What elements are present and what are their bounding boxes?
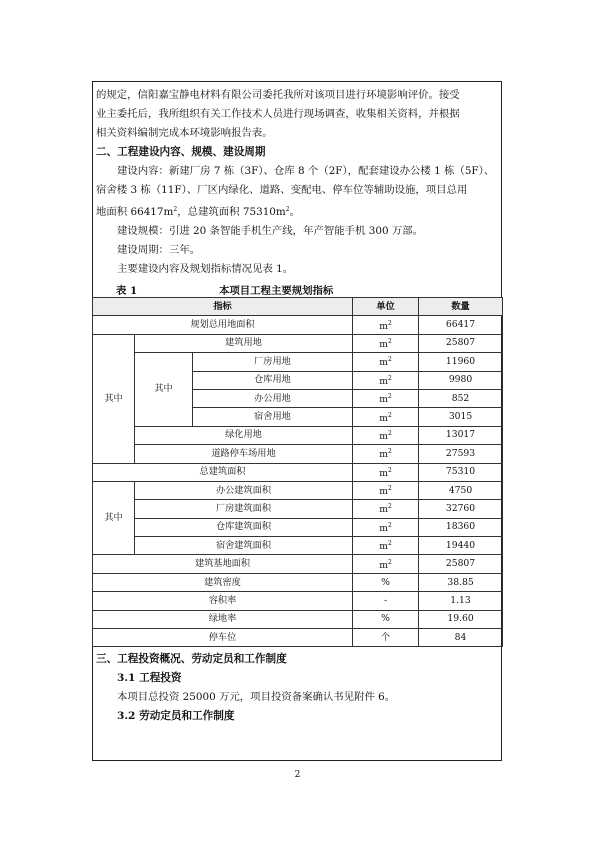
header-quantity: 数量 [419,298,503,316]
row-unit [353,481,419,499]
row-value: 9980 [419,371,503,389]
sub-label-land: 其中 [93,334,135,463]
intro-line-2: 业主委托后，我所组织有关工作技术人员进行现场调查，收集相关资料，并根据 [96,108,460,120]
unit-sup: 2 [387,558,392,566]
row-value: 38.85 [419,573,503,591]
construction-content-line-2: 宿舍楼 3 栋（11F）、厂区内绿化、道路、变配电、停车位等辅助设施，项目总用 [96,184,468,196]
row-label: 宿舍建筑面积 [135,537,353,555]
table-row [93,334,503,352]
row-unit [353,353,419,371]
row-value: 19440 [419,537,503,555]
table-row [93,555,503,573]
row-value: 1.13 [419,592,503,610]
header-unit: 单位 [353,298,419,316]
table-row [93,592,503,610]
table-reference-note: 主要建设内容及规划指标情况见表 1。 [117,263,294,275]
unit-sup: 2 [387,319,392,327]
row-label: 总建筑面积 [93,463,353,481]
unit-base: m [379,430,388,442]
row-unit: % [353,573,419,591]
unit-sup: 2 [387,411,392,419]
section-3-heading: 三、工程投资概况、劳动定员和工作制度 [96,653,287,666]
row-unit [353,500,419,518]
row-label: 道路停车场用地 [135,445,353,463]
table-row [93,445,503,463]
row-unit [353,445,419,463]
row-unit [353,463,419,481]
row-unit [353,334,419,352]
row-label: 仓库建筑面积 [135,518,353,536]
construction-content-line-1: 建设内容：新建厂房 7 栋（3F）、仓库 8 个（2F），配套建设办公楼 1 栋（5F）、 [117,165,495,177]
unit-sup: 2 [387,393,392,401]
row-unit [353,389,419,407]
row-label: 建筑基地面积 [93,555,353,573]
row-value: 66417 [419,316,503,334]
subsection-3-2-heading: 3.2 劳动定员和工作制度 [117,710,235,723]
sub-label-building-land: 其中 [135,353,193,427]
unit-sup: 2 [387,466,392,474]
row-label: 容积率 [93,592,353,610]
table-number: 表 1 [116,285,138,297]
row-unit: 个 [353,629,419,647]
row-label: 建筑密度 [93,573,353,591]
unit-sup: 2 [387,448,392,456]
unit-base: m [379,541,388,553]
area-text-2: ，总建筑面积 75310m [177,206,286,218]
superscript: 2 [285,206,290,213]
table-header-row [93,298,503,316]
subsection-3-1-heading: 3.1 工程投资 [117,672,182,685]
page-number: 2 [294,770,301,780]
planning-indicator-table [92,297,503,647]
row-label: 绿地率 [93,610,353,628]
row-value: 852 [419,389,503,407]
table-row [93,518,503,536]
row-value: 19.60 [419,610,503,628]
unit-sup: 2 [387,485,392,493]
unit-base: m [379,559,388,571]
sub-label-floor-area: 其中 [93,481,135,555]
row-value: 4750 [419,481,503,499]
construction-content-line-3 [92,200,502,222]
row-label: 厂房用地 [193,353,353,371]
table-row [93,610,503,628]
row-label: 建筑用地 [135,334,353,352]
row-value: 13017 [419,426,503,444]
table-row [93,629,503,647]
row-label: 办公建筑面积 [135,481,353,499]
unit-base: m [379,486,388,498]
row-value: 25807 [419,334,503,352]
row-unit [353,426,419,444]
area-text-1: 地面积 66417m [96,206,174,218]
row-label: 厂房建筑面积 [135,500,353,518]
unit-sup: 2 [387,521,392,529]
row-value: 75310 [419,463,503,481]
table-row [93,573,503,591]
construction-period: 建设周期：三年。 [117,244,201,256]
row-unit [353,537,419,555]
table-title: 本项目工程主要规划指标 [219,285,334,297]
header-indicator: 指标 [93,298,353,316]
row-value: 25807 [419,555,503,573]
row-value: 3015 [419,408,503,426]
intro-line-3: 相关资料编制完成本环境影响报告表。 [96,127,273,139]
unit-sup: 2 [387,356,392,364]
area-text-3: 。 [289,206,300,218]
row-label: 规划总用地面积 [93,316,353,334]
unit-base: m [379,467,388,479]
row-unit: % [353,610,419,628]
unit-sup: 2 [387,540,392,548]
table-row [93,537,503,555]
unit-base: m [379,338,388,350]
table-row [93,426,503,444]
row-unit [353,316,419,334]
unit-base: m [379,375,388,387]
unit-base: m [379,412,388,424]
table-row [93,463,503,481]
section-2-heading: 二、工程建设内容、规模、建设周期 [96,146,266,158]
row-label: 宿舍用地 [193,408,353,426]
unit-base: m [379,449,388,461]
investment-text: 本项目总投资 25000 万元，项目投资备案确认书见附件 6。 [117,691,396,704]
table-caption [92,281,502,297]
row-value: 27593 [419,445,503,463]
unit-sup: 2 [387,429,392,437]
unit-sup: 2 [387,374,392,382]
row-unit [353,555,419,573]
row-label: 绿化用地 [135,426,353,444]
table-row [93,316,503,334]
unit-sup: 2 [387,503,392,511]
row-label: 仓库用地 [193,371,353,389]
table-row [93,500,503,518]
unit-base: m [379,320,388,332]
row-value: 84 [419,629,503,647]
document-body [92,86,502,726]
unit-base: m [379,522,388,534]
superscript: 2 [173,206,178,213]
table-row [93,481,503,499]
row-label: 办公用地 [193,389,353,407]
unit-base: m [379,504,388,516]
row-unit [353,518,419,536]
unit-base: m [379,357,388,369]
row-value: 18360 [419,518,503,536]
row-unit [353,371,419,389]
row-value: 11960 [419,353,503,371]
unit-sup: 2 [387,337,392,345]
table-row [93,353,503,371]
row-unit: - [353,592,419,610]
intro-line-1: 的规定，信阳嘉宝静电材料有限公司委托我所对该项目进行环境影响评价。接受 [96,89,460,101]
row-label: 停车位 [93,629,353,647]
construction-scale: 建设规模：引进 20 条智能手机生产线，年产智能手机 300 万部。 [117,225,424,237]
row-value: 32760 [419,500,503,518]
unit-base: m [379,394,388,406]
row-unit [353,408,419,426]
